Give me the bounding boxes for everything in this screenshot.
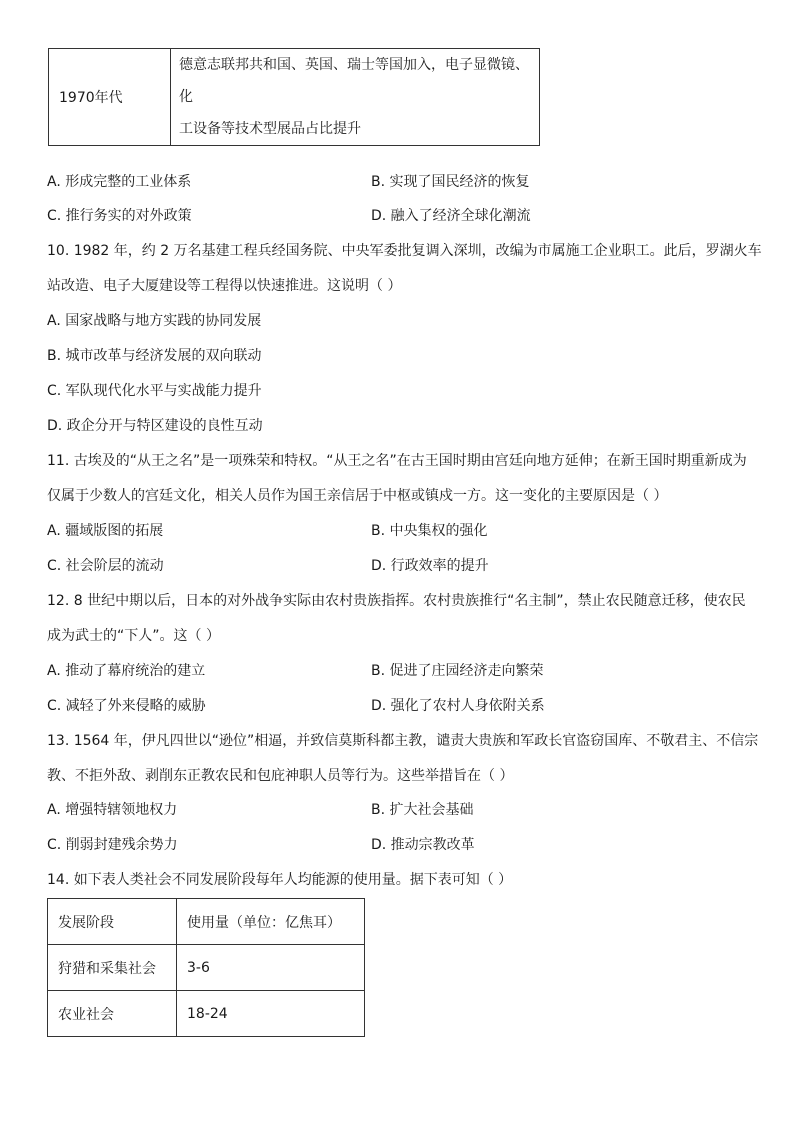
q13-option-c: C. 削弱封建残余势力 bbox=[47, 837, 178, 853]
q10-stem-line1: 10. 1982 年，约 2 万名基建工程兵经国务院、中央军委批复调入深圳，改编为市属施工企业职工。此后，罗湖火车 bbox=[47, 243, 762, 259]
q11-stem-line1: 11. 古埃及的“从王之名”是一项殊荣和特权。“从王之名”在古王国时期由宫廷向地方延伸；在新王国时期重新成为 bbox=[47, 453, 747, 469]
q13-stem-line1: 13. 1564 年，伊凡四世以“逊位”相逼，并致信莫斯科都主教，谴责大贵族和军政长官盗窃国库、不敬君主、不信宗 bbox=[47, 733, 759, 749]
q10-option-b: B. 城市改革与经济发展的双向联动 bbox=[47, 348, 262, 364]
q10-stem-line2: 站改造、电子大厦建设等工程得以快速推进。这说明（ ） bbox=[47, 278, 402, 294]
table-row bbox=[48, 945, 365, 991]
q11-stem-line2: 仅属于少数人的宫廷文化，相关人员作为国王亲信居于中枢或镇戍一方。这一变化的主要原因是（ ） bbox=[47, 488, 668, 504]
table-header-row bbox=[48, 899, 365, 945]
stage-cell: 狩猎和采集社会 bbox=[48, 945, 177, 991]
table-row bbox=[48, 991, 365, 1037]
q9-option-c: C. 推行务实的对外政策 bbox=[47, 208, 192, 224]
header-cell: 发展阶段 bbox=[48, 899, 177, 945]
q9-option-a: A. 形成完整的工业体系 bbox=[47, 174, 192, 190]
q10-option-d: D. 政企分开与特区建设的良性互动 bbox=[47, 418, 263, 434]
stage-cell: 农业社会 bbox=[48, 991, 177, 1037]
q13-option-a: A. 增强特辖领地权力 bbox=[47, 802, 178, 818]
q11-option-a: A. 疆域版图的拓展 bbox=[47, 523, 164, 539]
q14-stem: 14. 如下表人类社会不同发展阶段每年人均能源的使用量。据下表可知（ ） bbox=[47, 872, 513, 888]
description-line: 德意志联邦共和国、英国、瑞士等国加入，电子显微镜、化 bbox=[179, 57, 529, 105]
description-cell bbox=[171, 49, 540, 146]
q12-stem-line1: 12. 8 世纪中期以后，日本的对外战争实际由农村贵族指挥。农村贵族推行“名主制”，禁止农民随意迁移，使农民 bbox=[47, 593, 746, 609]
period-cell: 1970年代 bbox=[49, 49, 171, 146]
q10-option-c: C. 军队现代化水平与实战能力提升 bbox=[47, 383, 262, 399]
table-row bbox=[49, 49, 540, 146]
q13-stem-line2: 教、不拒外敌、剥削东正教农民和包庇神职人员等行为。这些举措旨在（ ） bbox=[47, 768, 514, 784]
q13-option-b: B. 扩大社会基础 bbox=[371, 802, 474, 818]
q10-option-a: A. 国家战略与地方实践的协同发展 bbox=[47, 313, 262, 329]
q11-option-c: C. 社会阶层的流动 bbox=[47, 558, 164, 574]
q11-option-b: B. 中央集权的强化 bbox=[371, 523, 488, 539]
usage-cell: 3-6 bbox=[177, 945, 365, 991]
q13-option-d: D. 推动宗教改革 bbox=[371, 837, 475, 853]
q9-option-b: B. 实现了国民经济的恢复 bbox=[371, 174, 530, 190]
description-line: 工设备等技术型展品占比提升 bbox=[179, 121, 361, 137]
energy-usage-table bbox=[47, 898, 365, 1037]
q12-option-b: B. 促进了庄园经济走向繁荣 bbox=[371, 663, 544, 679]
q12-stem-line2: 成为武士的“下人”。这（ ） bbox=[47, 628, 220, 644]
q11-option-d: D. 行政效率的提升 bbox=[371, 558, 489, 574]
header-cell: 使用量（单位：亿焦耳） bbox=[177, 899, 365, 945]
q12-option-a: A. 推动了幕府统治的建立 bbox=[47, 663, 206, 679]
q12-option-c: C. 减轻了外来侵略的威胁 bbox=[47, 698, 206, 714]
q12-option-d: D. 强化了农村人身依附关系 bbox=[371, 698, 545, 714]
usage-cell: 18-24 bbox=[177, 991, 365, 1037]
expo-period-table bbox=[48, 48, 540, 146]
q9-option-d: D. 融入了经济全球化潮流 bbox=[371, 208, 531, 224]
